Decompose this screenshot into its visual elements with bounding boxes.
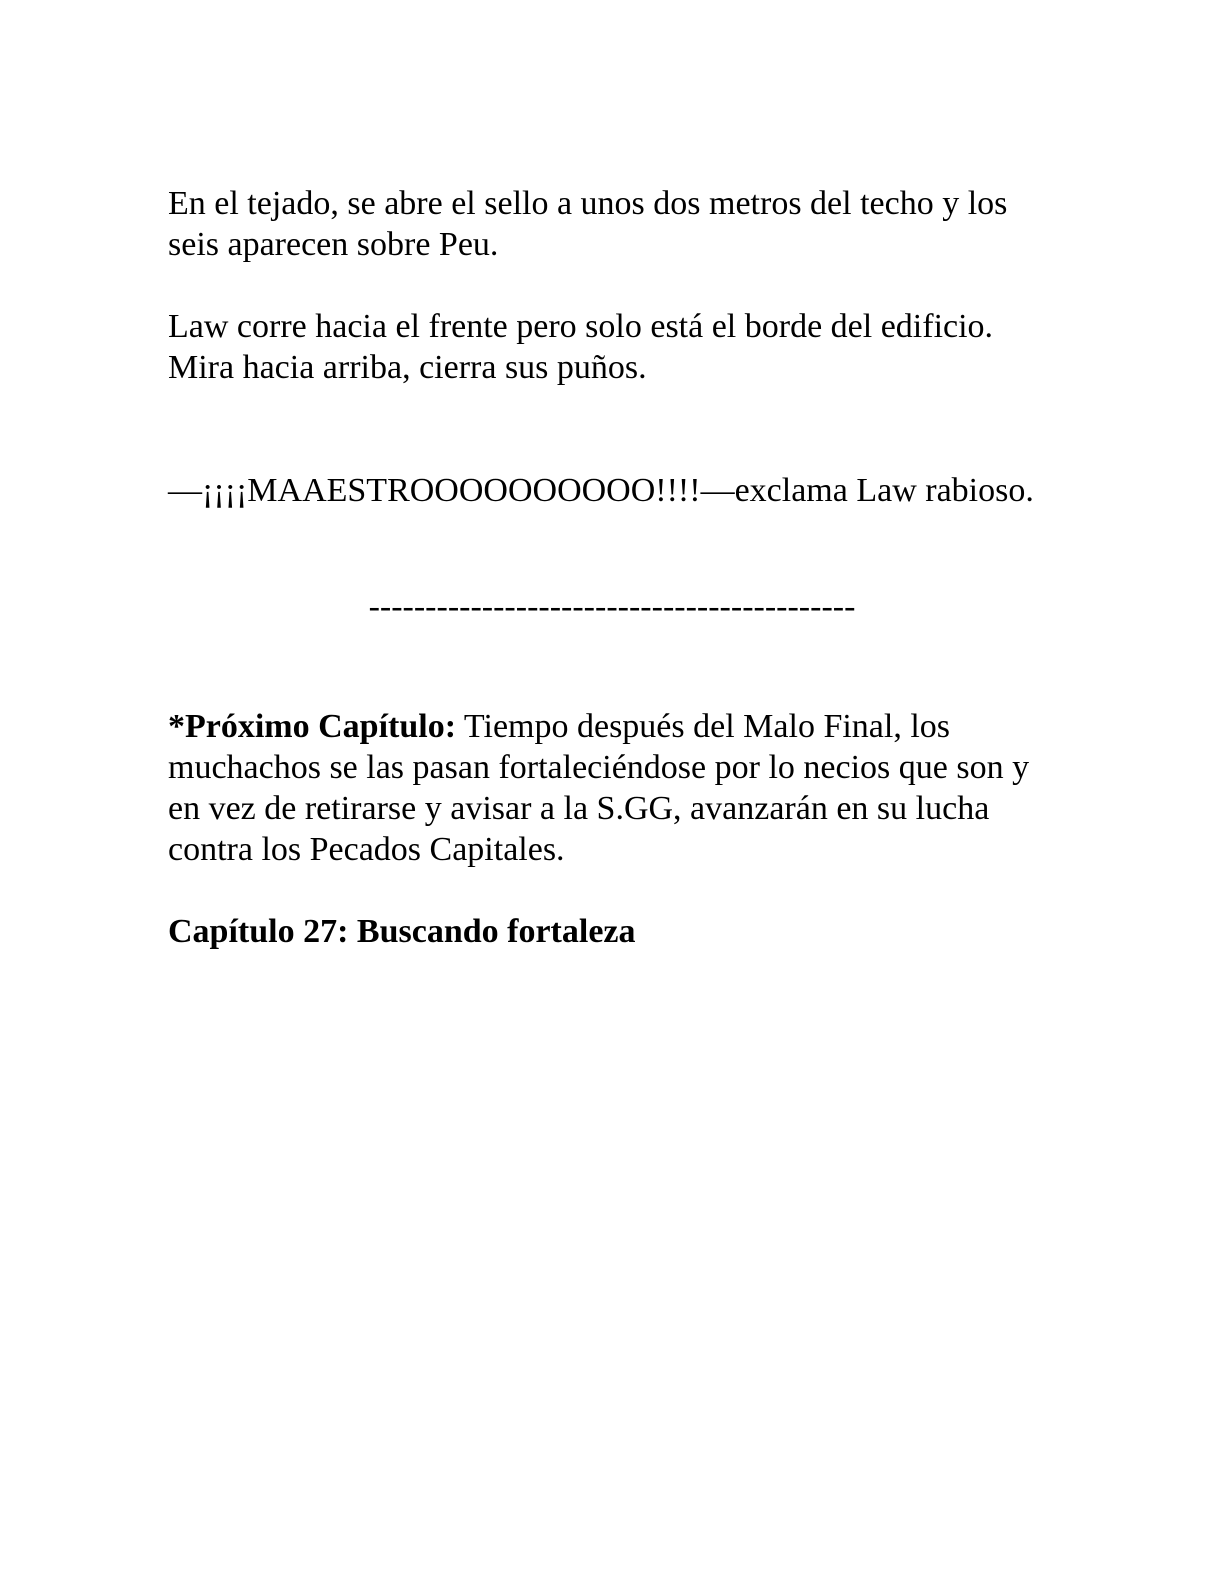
section-separator (0, 586, 1224, 627)
separator-dashes: ------------------------------------------- (368, 588, 856, 625)
paragraph-law-runs: Law corre hacia el frente pero solo está el borde del edificio. Mira hacia arriba, cierra sus puños. (168, 308, 994, 386)
next-chapter-text: Tiempo después del Malo Final, los muchachos se las pasan fortaleciéndose por lo necios que son y en vez de retirarse y avisar a la S.GG, avanzarán en su lucha contra los Pecados Capitales. (168, 708, 1030, 868)
next-chapter-summary (168, 706, 1048, 870)
next-chapter-label: *Próximo Capítulo: (168, 708, 457, 745)
paragraph-rooftop: En el tejado, se abre el sello a unos dos metros del techo y los seis aparecen sobre Peu. (168, 185, 1008, 263)
chapter-title: Capítulo 27: Buscando fortaleza (168, 913, 636, 950)
paragraph-law-shouts: —¡¡¡¡MAAESTROOOOOOOOOO!!!!—exclama Law rabioso. (168, 472, 1034, 509)
